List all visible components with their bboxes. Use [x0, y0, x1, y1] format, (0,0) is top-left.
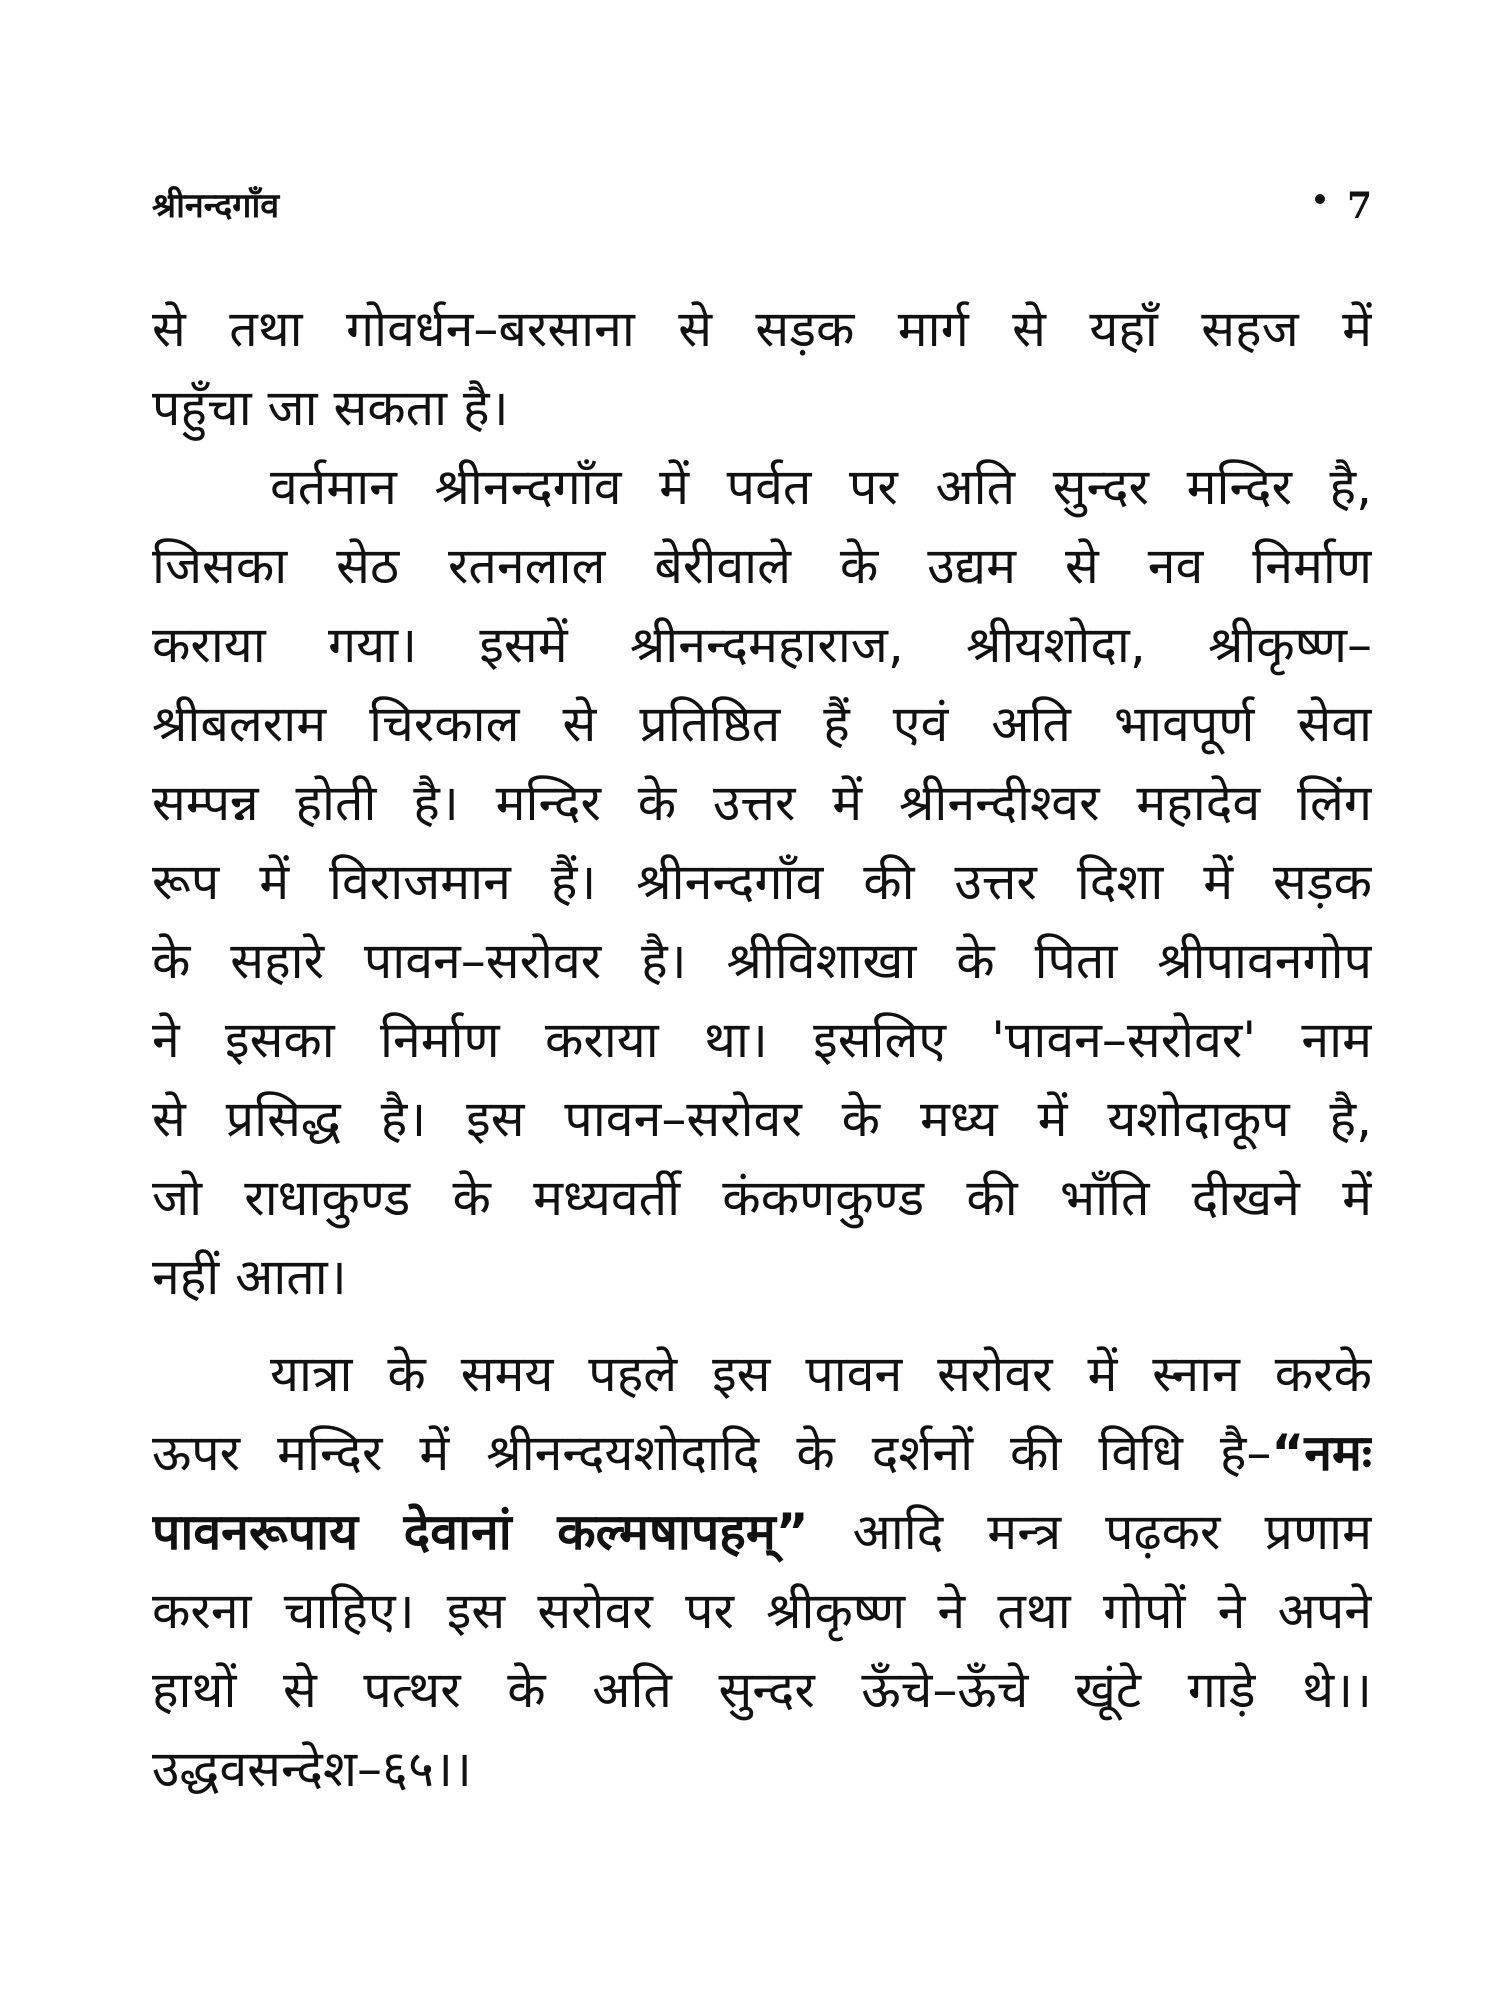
page-number: 7	[1346, 185, 1372, 227]
text-segment: आदि मन्त्र पढ़कर प्रणाम	[808, 1503, 1372, 1561]
paragraph-2	[152, 448, 1372, 1317]
text-line: से प्रसिद्ध है। इस पावन–सरोवर के मध्य में यशोदाकूप है,	[152, 1090, 1372, 1148]
text-line	[152, 1414, 1372, 1493]
text-line: हाथों से पत्थर के अति सुन्दर ऊँचे–ऊँचे खूंटे गाड़े थे।।	[152, 1661, 1372, 1719]
text-line: यात्रा के समय पहले इस पावन सरोवर में स्नान करके	[270, 1345, 1372, 1403]
text-line: जिसका सेठ रतनलाल बेरीवाले के उद्यम से नव निर्माण	[152, 537, 1372, 595]
running-title: श्रीनन्दगाँव	[152, 186, 280, 226]
text-segment: ऊपर मन्दिर में श्रीनन्दयशोदादि के दर्शनों की विधि है–	[152, 1424, 1272, 1482]
text-line: के सहारे पावन–सरोवर है। श्रीविशाखा के पिता श्रीपावनगोप	[152, 932, 1372, 990]
page-header	[152, 182, 1372, 242]
mantra-text: पावनरूपाय देवानां कल्मषापहम्”	[152, 1503, 809, 1561]
text-line	[152, 1493, 1372, 1572]
page-number-block	[1315, 182, 1372, 230]
body-text	[152, 290, 1372, 1809]
text-line: श्रीबलराम चिरकाल से प्रतिष्ठित हैं एवं अति भावपूर्ण सेवा	[152, 695, 1372, 753]
text-line: नहीं आता।	[152, 1248, 347, 1306]
paragraph-spacer	[152, 1317, 1372, 1335]
text-line: से तथा गोवर्धन–बरसाना से सड़क मार्ग से यहाँ सहज में	[152, 300, 1372, 358]
paragraph-3	[152, 1335, 1372, 1809]
text-line: वर्तमान श्रीनन्दगाँव में पर्वत पर अति सुन्दर मन्दिर है,	[270, 458, 1372, 516]
text-line: रूप में विराजमान हैं। श्रीनन्दगाँव की उत्तर दिशा में सड़क	[152, 853, 1372, 911]
text-line: कराया गया। इसमें श्रीनन्दमहाराज, श्रीयशोदा, श्रीकृष्ण–	[152, 616, 1372, 674]
bullet-dot-icon	[1315, 194, 1325, 204]
mantra-text: “नमः	[1271, 1424, 1372, 1482]
text-line: ने इसका निर्माण कराया था। इसलिए 'पावन–सरोवर' नाम	[152, 1011, 1372, 1069]
text-line: करना चाहिए। इस सरोवर पर श्रीकृष्ण ने तथा गोपों ने अपने	[152, 1582, 1372, 1640]
text-line: पहुँचा जा सकता है।	[152, 379, 509, 437]
citation-line: उद्धवसन्देश–६५।।	[152, 1740, 472, 1798]
paragraph-1	[152, 290, 1372, 448]
text-line: जो राधाकुण्ड के मध्यवर्ती कंकणकुण्ड की भाँति दीखने में	[152, 1169, 1372, 1227]
text-line: सम्पन्न होती है। मन्दिर के उत्तर में श्रीनन्दीश्वर महादेव लिंग	[152, 774, 1372, 832]
